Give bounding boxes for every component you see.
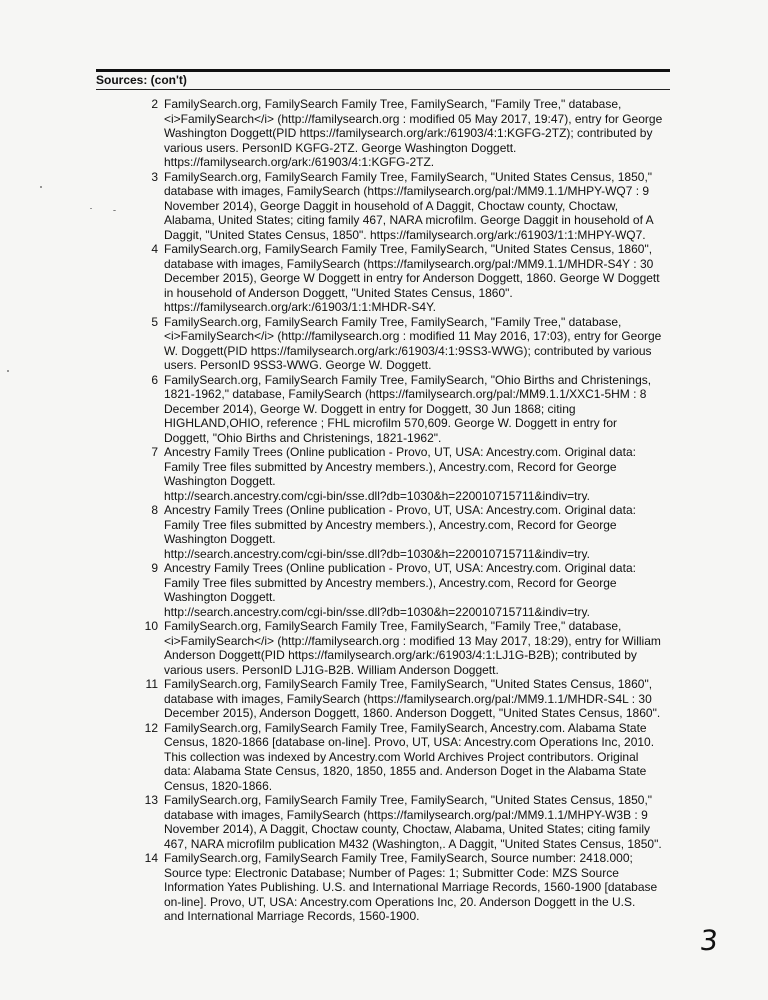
- source-number: 7: [151, 445, 158, 459]
- source-number: 5: [151, 314, 158, 329]
- source-entry-7: [96, 445, 670, 503]
- source-text: FamilySearch.org, FamilySearch Family Tree, FamilySearch, "United States Census, 1860", database with images, FamilySearch (https://familysearch.org/pal:/MM9.1.1/MHDR-S4Y : 30 December 2015), George W Doggett in entry for Anderson Doggett, 1860. George W Doggett in household of Anderson Doggett, "United States Census, 1860". https://familysearch.org/ark:/61903/1:1:MHDR-S4Y.: [164, 242, 660, 314]
- source-text: FamilySearch.org, FamilySearch Family Tree, FamilySearch, "Family Tree," database, <i>FamilySearch</i> (http://familysearch.org : modified 05 May 2017, 19:47), entry for George Washington Doggett(PID https://familysearch.org/ark:/61903/4:1:KGFG-2TZ); contributed by various users. PersonID KGFG-2TZ. George Washington Doggett. https://familysearch.org/ark:/61903/4:1:KGFG-2TZ.: [164, 97, 663, 169]
- source-number: 12: [144, 720, 158, 735]
- source-entry-10: [96, 619, 670, 677]
- source-entry-5: [96, 315, 670, 373]
- source-entry-4: [96, 242, 670, 315]
- source-number: 8: [151, 503, 158, 517]
- source-number: 3: [151, 169, 158, 184]
- source-number: 13: [144, 793, 158, 807]
- source-entry-3: [96, 170, 670, 243]
- header-rule-bottom: [96, 89, 670, 90]
- scan-speck: [113, 210, 116, 211]
- source-text: FamilySearch.org, FamilySearch Family Tree, FamilySearch, "Family Tree," database, <i>FamilySearch</i> (http://familysearch.org : modified 13 May 2017, 18:29), entry for William Anderson Doggett(PID https://familysearch.org/ark:/61903/4:1:LJ1G-B2B); contributed by various users. PersonID LJ1G-B2B. William Anderson Doggett.: [164, 619, 661, 677]
- source-entry-13: [96, 793, 670, 851]
- source-text: FamilySearch.org, FamilySearch Family Tree, FamilySearch, "Ohio Births and Christenings, 1821-1962," database, FamilySearch (https://familysearch.org/pal:/MM9.1.1/XXC1-5HM : 8 December 2014), George W. Doggett in entry for Doggett, 30 Jun 1868; citing HIGHLAND,OHIO, reference ; FHL microfilm 570,609. George W. Doggett in entry for Doggett, "Ohio Births and Christenings, 1821-1962".: [164, 372, 652, 445]
- source-entry-14: [96, 851, 670, 924]
- scan-speck: [90, 208, 92, 209]
- source-entry-2: [96, 97, 670, 170]
- source-text: FamilySearch.org, FamilySearch Family Tree, FamilySearch, "Family Tree," database, <i>FamilySearch</i> (http://familysearch.org : modified 11 May 2016, 17:03), entry for George W. Doggett(PID https://familysearch.org/ark:/61903/4:1:9SS3-WWG); contributed by various users. PersonID 9SS3-WWG. George W. Doggett.: [164, 314, 662, 372]
- source-text: FamilySearch.org, FamilySearch Family Tree, FamilySearch, "United States Census, 1860", database with images, FamilySearch (https://familysearch.org/pal:/MM9.1.1/MHDR-S4L : 30 December 2015), Anderson Doggett, 1860. Anderson Doggett, "United States Census, 1860".: [164, 677, 661, 720]
- source-text: FamilySearch.org, FamilySearch Family Tree, FamilySearch, "United States Census, 1850," database with images, FamilySearch (https://familysearch.org/pal:/MM9.1.1/MHPY-WQ7 : 9 November 2014), George Daggit in household of A Daggit, Choctaw county, Choctaw, Alabama, United States; citing family 467, NARA microfilm. George Daggit in household of A Daggit, "United States Census, 1850". https://familysearch.org/ark:/61903/1:1:MHPY-WQ7.: [164, 169, 654, 242]
- source-text: Ancestry Family Trees (Online publication - Provo, UT, USA: Ancestry.com. Original data: Family Tree files submitted by Ancestry members.), Ancestry.com, Record for George Washington Doggett. http://search.ancestry.com/cgi-bin/sse.dll?db=1030&h=220010715711&indiv=try.: [164, 503, 636, 561]
- scan-speck: [40, 186, 42, 188]
- source-entry-12: [96, 721, 670, 794]
- source-entry-8: [96, 503, 670, 561]
- sources-list: [96, 97, 670, 924]
- source-entry-9: [96, 561, 670, 619]
- source-number: 11: [145, 677, 158, 691]
- source-text: FamilySearch.org, FamilySearch Family Tree, FamilySearch, Source number: 2418.000; Source type: Electronic Database; Number of Pages: 1; Submitter Code: MZS Source Information Yates Publishing. U.S. and International Marriage Records, 1560-1900 [database on-line]. Provo, UT, USA: Ancestry.com Operations Inc, 20. Anderson Doggett in the U.S. and International Marriage Records, 1560-1900.: [164, 851, 658, 923]
- source-text: Ancestry Family Trees (Online publication - Provo, UT, USA: Ancestry.com. Original data: Family Tree files submitted by Ancestry members.), Ancestry.com, Record for George Washington Doggett. http://search.ancestry.com/cgi-bin/sse.dll?db=1030&h=220010715711&indiv=try.: [164, 445, 636, 503]
- source-number: 4: [151, 242, 158, 256]
- source-number: 6: [151, 372, 158, 387]
- source-entry-11: [96, 677, 670, 721]
- source-text: Ancestry Family Trees (Online publication - Provo, UT, USA: Ancestry.com. Original data: Family Tree files submitted by Ancestry members.), Ancestry.com, Record for George Washington Doggett. http://search.ancestry.com/cgi-bin/sse.dll?db=1030&h=220010715711&indiv=try.: [164, 561, 636, 619]
- handwritten-page-number: 3: [698, 924, 720, 957]
- section-title: Sources: (con't): [96, 73, 187, 87]
- source-number: 10: [144, 619, 158, 633]
- source-number: 2: [151, 97, 158, 111]
- source-number: 9: [151, 561, 158, 575]
- source-text: FamilySearch.org, FamilySearch Family Tree, FamilySearch, "United States Census, 1850," database with images, FamilySearch (https://familysearch.org/pal:/MM9.1.1/MHPY-W3B : 9 November 2014), A Daggit, Choctaw county, Choctaw, Alabama, United States; citing family 467, NARA microfilm publication M432 (Washington,. A Daggit, "United States Census, 1850".: [164, 793, 662, 851]
- source-number: 14: [144, 851, 158, 865]
- scan-speck: [7, 370, 9, 372]
- header-rule-top: [96, 69, 670, 72]
- source-entry-6: [96, 373, 670, 446]
- source-text: FamilySearch.org, FamilySearch Family Tree, FamilySearch, Ancestry.com. Alabama State Census, 1820-1866 [database on-line]. Provo, UT, USA: Ancestry.com Operations Inc, 2010. This collection was indexed by Ancestry.com World Archives Project contributors. Original data: Alabama State Census, 1820, 1850, 1855 and. Anderson Doget in the Alabama State Census, 1820-1866.: [164, 720, 655, 793]
